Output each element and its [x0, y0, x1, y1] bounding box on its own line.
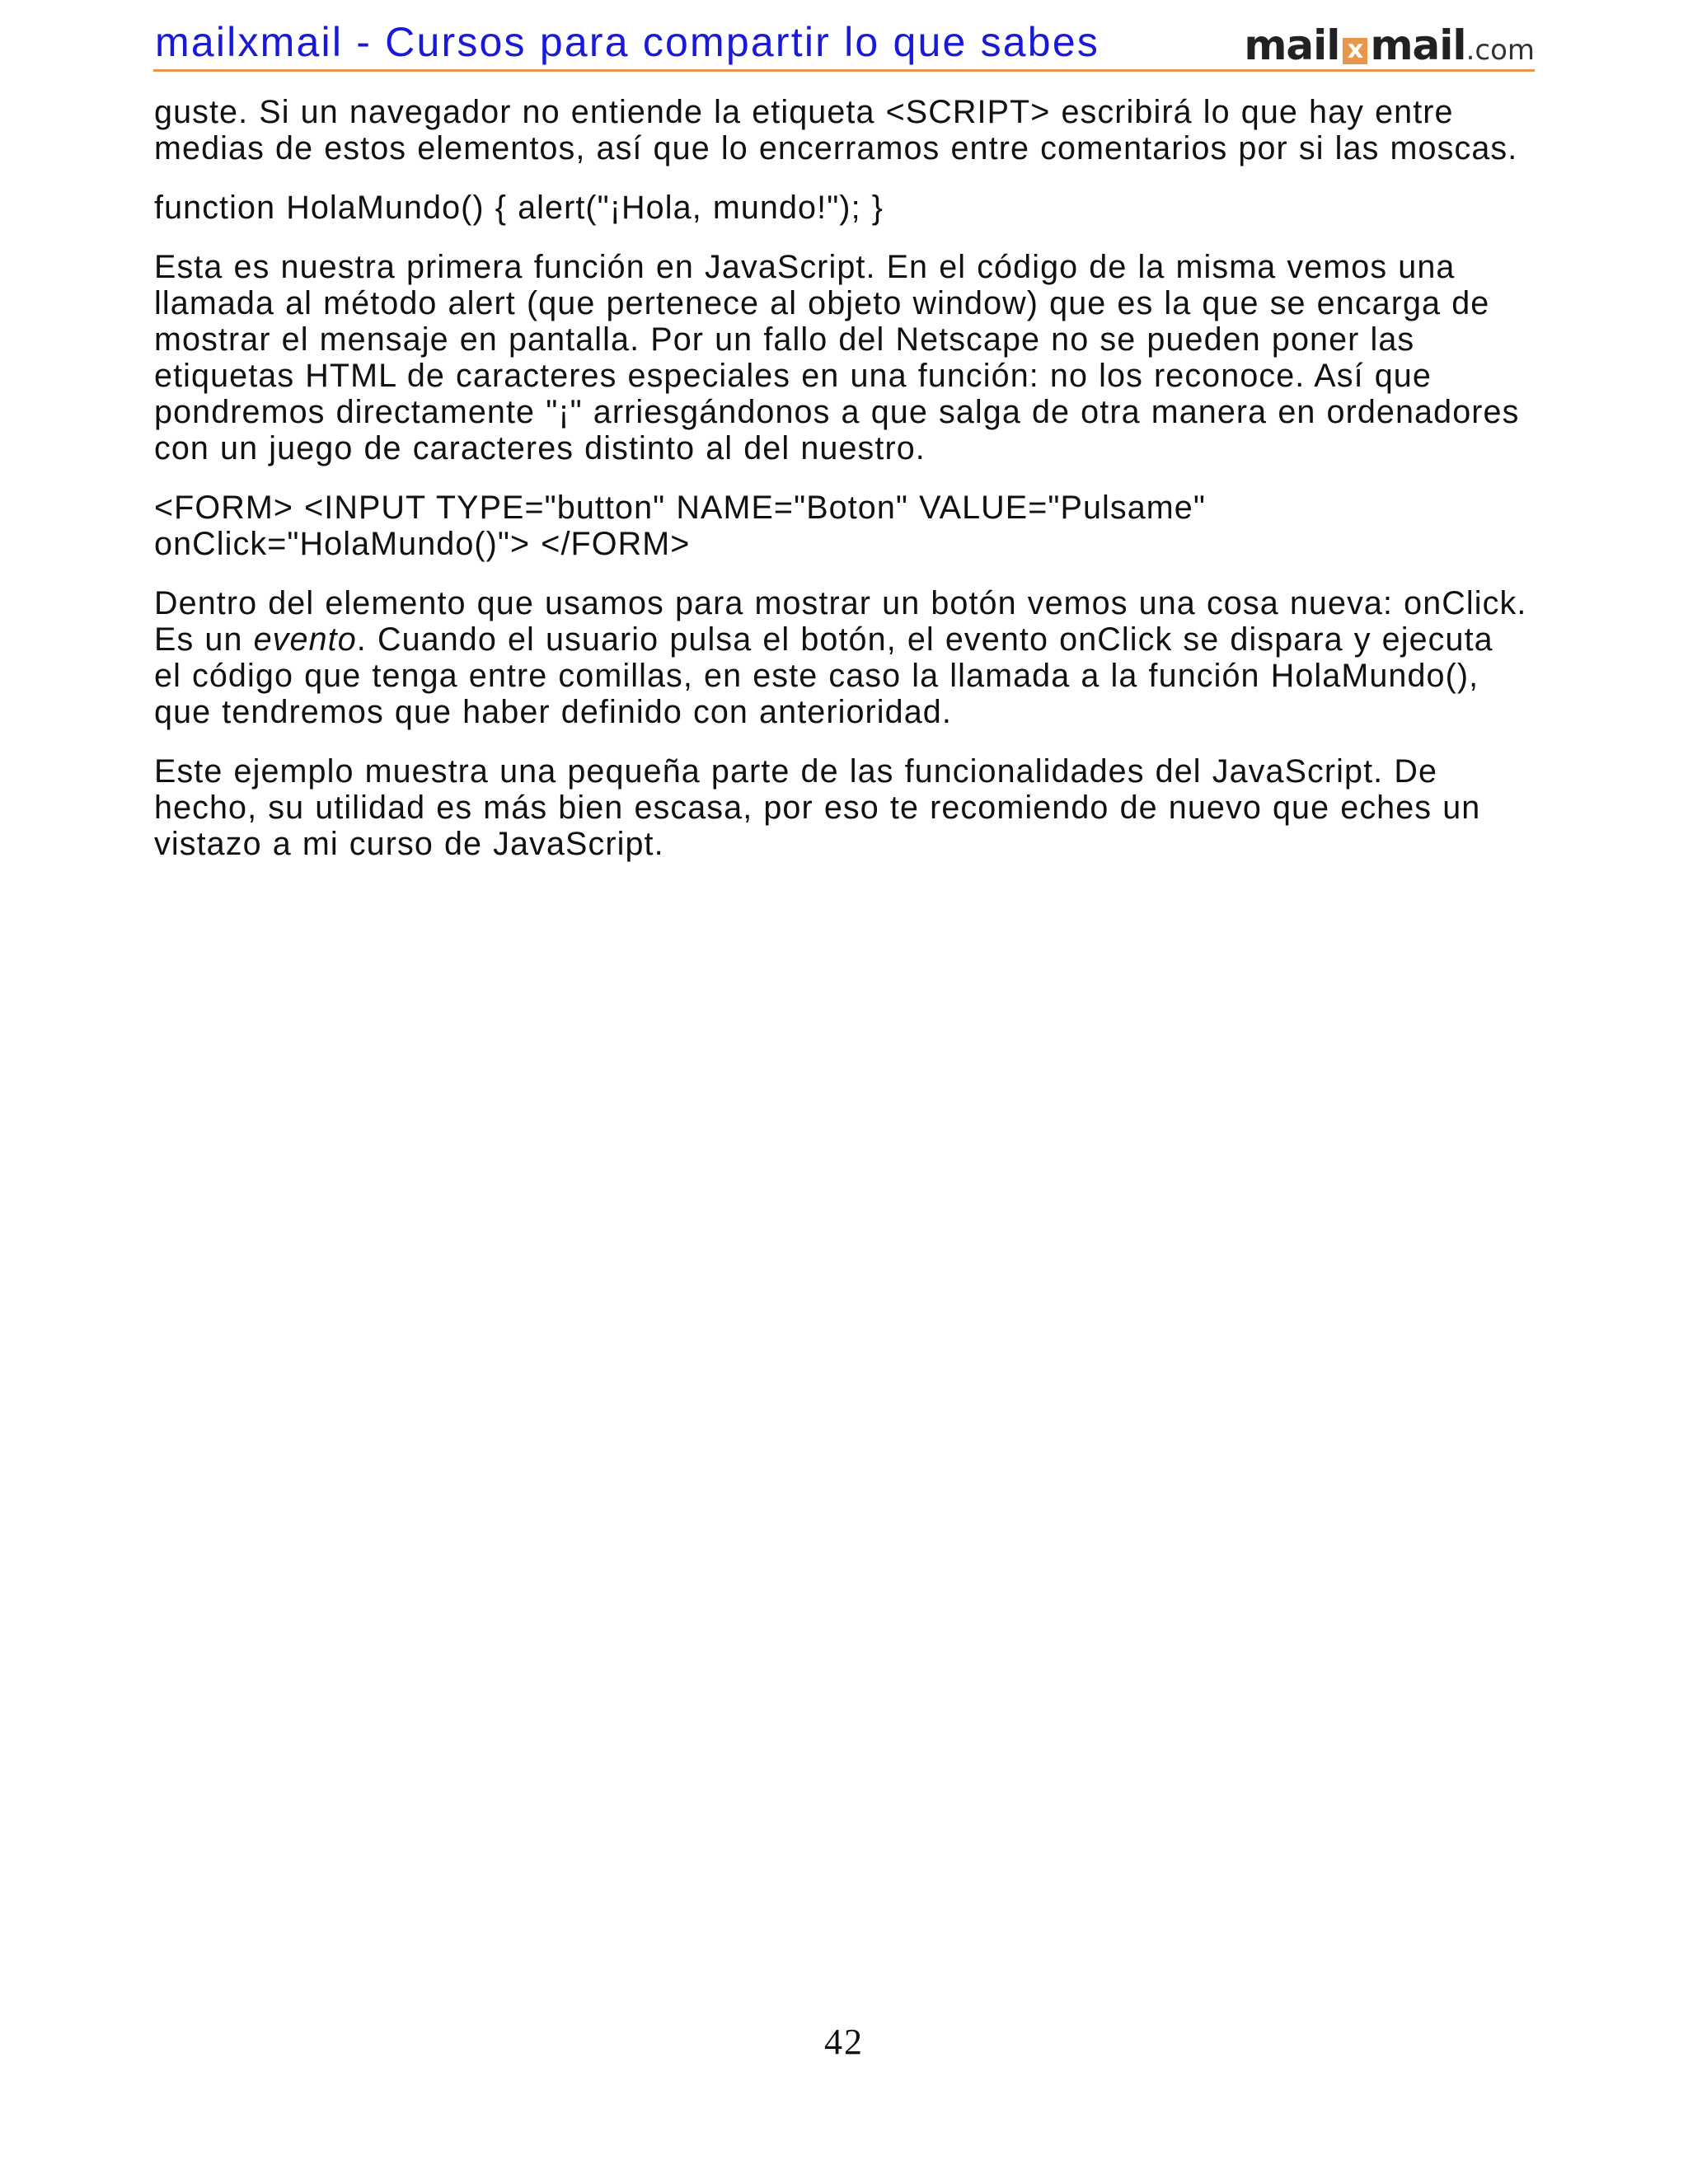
logo-text-mail-2: mail	[1370, 21, 1466, 69]
paragraph-first-function: Esta es nuestra primera función en JavaScript. En el código de la misma vemos una llamada al método alert (que pertenece al objeto window) que es la que se encarga de mostrar el mensaje en pantalla. Por un fallo del Netscape no se pueden poner las etiquetas HTML de caracteres especiales en una función: no los reconoce. Así que pondremos directamente "¡" arriesgándonos a que salga de otra manera en ordenadores con un juego de caracteres distinto al del nuestro.	[154, 249, 1520, 466]
paragraph-conclusion: Este ejemplo muestra una pequeña parte de las funcionalidades del JavaScript. De hecho, su utilidad es más bien escasa, por eso te recomiendo de nuevo que eches un vistazo a mi curso de JavaScript.	[154, 753, 1481, 862]
onclick-text-after: . Cuando el usuario pulsa el botón, el evento onClick se dispara y ejecuta el código que tenga entre comillas, en este caso la llamada a la función HolaMundo(), que tendremos que haber definido con anterioridad.	[154, 621, 1493, 730]
paragraph-onclick-event	[154, 585, 1531, 730]
mailxmail-logo	[1244, 21, 1535, 71]
code-form-button: <FORM> <INPUT TYPE="button" NAME="Boton" VALUE="Pulsame" onClick="HolaMundo()"> </FORM>	[154, 490, 1207, 562]
logo-text-mail: mail	[1244, 21, 1340, 69]
onclick-text-before: Dentro del elemento que usamos para mostrar un botón vemos una cosa nueva: onClick. Es un	[154, 585, 1527, 658]
page-header	[153, 15, 1535, 72]
code-function-holamundo: function HolaMundo() { alert("¡Hola, mundo!"); }	[154, 190, 884, 226]
header-title: mailxmail - Cursos para compartir lo que sabes	[155, 19, 1100, 65]
paragraph-script-comment: guste. Si un navegador no entiende la etiqueta <SCRIPT> escribirá lo que hay entre medias de estos elementos, así que lo encerramos entre comentarios por si las moscas.	[154, 94, 1518, 166]
page-body	[154, 94, 1531, 885]
logo-x-mark: x	[1343, 38, 1367, 64]
page-number: 42	[824, 2022, 864, 2062]
onclick-emphasis-evento: evento	[253, 621, 357, 658]
logo-text-com: .com	[1465, 34, 1535, 67]
